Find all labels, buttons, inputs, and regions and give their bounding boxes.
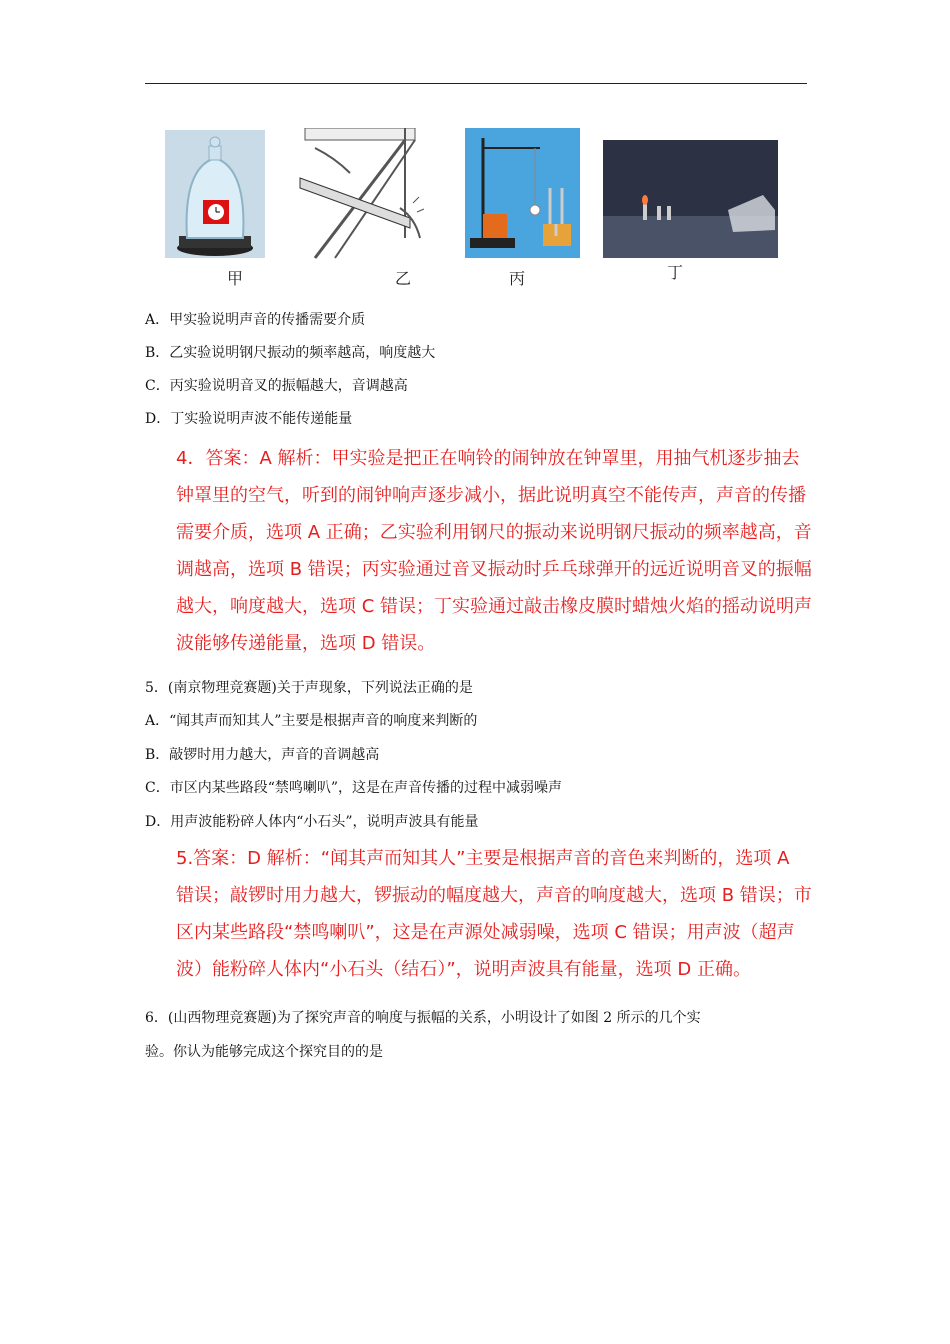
q5-answer-line: 波）能粉碎人体内“小石头（结石）”，说明声波具有能量，选项 D 正确。: [176, 959, 751, 980]
q4-option-b: B．乙实验说明钢尺振动的频率越高，响度越大: [145, 345, 436, 361]
q5-answer: [176, 840, 856, 988]
figure-yi: [295, 128, 425, 288]
q5-option-d: D．用声波能粉碎人体内“小石头”，说明声波具有能量: [145, 814, 479, 830]
q4-answer-line: 需要介质，选项 A 正确；乙实验利用钢尺的振动来说明钢尺振动的频率越高，音: [176, 522, 812, 543]
q6-stem-line-2: 验。你认为能够完成这个探究目的的是: [145, 1044, 383, 1060]
figure-bing: [465, 128, 580, 288]
q4-answer: [176, 440, 856, 662]
tuning-fork-ping-pong-icon: [465, 128, 580, 258]
q4-answer-line: 调越高，选项 B 错误；丙实验通过音叉振动时乒乓球弹开的远近说明音叉的振幅: [176, 559, 812, 580]
candle-flame-drum-icon: [603, 140, 778, 258]
figure-label-yi: 乙: [395, 269, 412, 288]
q5-option-c: C．市区内某些路段“禁鸣喇叭”，这是在声音传播的过程中减弱噪声: [145, 780, 563, 796]
experiment-figures: [165, 128, 785, 288]
q5-option-b: B．敲锣时用力越大，声音的音调越高: [145, 747, 380, 763]
q5-answer-line: 错误；敲锣时用力越大，锣振动的幅度越大，声音的响度越大，选项 B 错误；市: [176, 885, 812, 906]
q5-stem: 5．(南京物理竞赛题)关于声现象，下列说法正确的是: [145, 680, 473, 696]
q5-answer-line: 5.答案：D 解析：“闻其声而知其人”主要是根据声音的音色来判断的，选项 A: [176, 848, 790, 869]
q4-answer-line: 波能够传递能量，选项 D 错误。: [176, 633, 436, 654]
steel-ruler-on-table-icon: [295, 128, 425, 263]
q4-option-c: C．丙实验说明音叉的振幅越大，音调越高: [145, 378, 408, 394]
figure-ding: [603, 128, 778, 282]
figure-label-ding: 丁: [667, 263, 684, 282]
figure-label-jia: 甲: [227, 269, 244, 288]
figure-jia: [165, 128, 265, 288]
q5-option-a: A．“闻其声而知其人”主要是根据声音的响度来判断的: [145, 713, 478, 729]
q4-answer-line: 越大，响度越大，选项 C 错误；丁实验通过敲击橡皮膜时蜡烛火焰的摇动说明声: [176, 596, 813, 617]
q4-answer-line: 4．答案：A 解析：甲实验是把正在响铃的闹钟放在钟罩里，用抽气机逐步抽去: [176, 448, 800, 469]
q4-option-a: A．甲实验说明声音的传播需要介质: [145, 312, 366, 328]
q4-option-d: D．丁实验说明声波不能传递能量: [145, 411, 353, 427]
header-rule: [145, 83, 807, 84]
q5-answer-line: 区内某些路段“禁鸣喇叭”，这是在声源处减弱噪，选项 C 错误；用声波（超声: [176, 922, 795, 943]
figure-label-bing: 丙: [509, 269, 526, 288]
q6-stem-line-1: 6．(山西物理竞赛题)为了探究声音的响度与振幅的关系，小明设计了如图 2 所示的几个实: [145, 1010, 701, 1026]
q4-answer-line: 钟罩里的空气，听到的闹钟响声逐步减小，据此说明真空不能传声，声音的传播: [176, 485, 806, 506]
bell-jar-alarm-clock-icon: [165, 128, 265, 258]
